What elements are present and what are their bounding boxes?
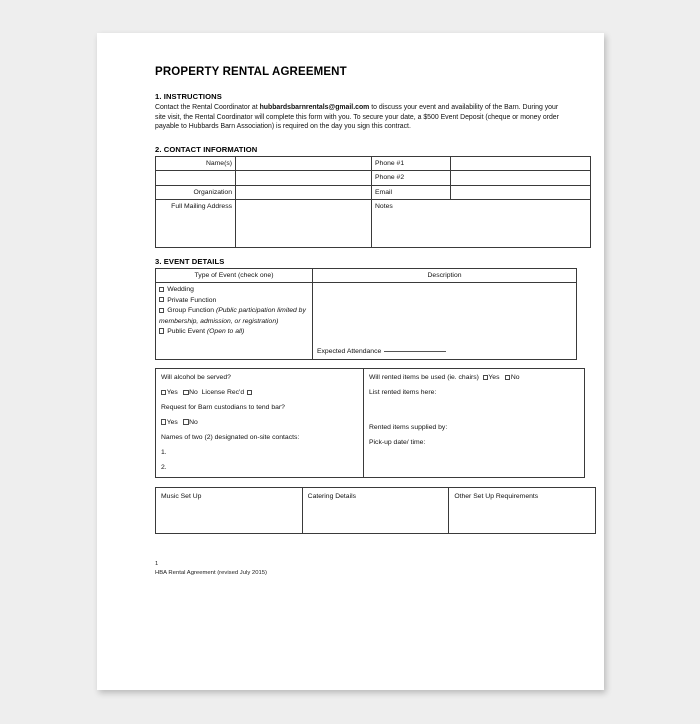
table-row <box>156 171 591 185</box>
setup-column-music[interactable] <box>156 488 303 534</box>
rented-yes-label: Yes <box>488 374 500 382</box>
contact-field-phone1[interactable] <box>451 156 591 170</box>
rented-items-section <box>364 369 585 478</box>
event-details-table <box>155 268 577 360</box>
footer-page-number: 1 <box>155 561 159 568</box>
contact-field-names-second[interactable] <box>236 171 372 185</box>
section-heading-event-details: 3. EVENT DETAILS <box>155 257 225 266</box>
contact-label-notes[interactable]: Notes <box>372 200 591 248</box>
contact-field-phone2[interactable] <box>451 171 591 185</box>
table-row <box>156 185 591 199</box>
setup-label-other: Other Set Up Requirements <box>454 493 539 501</box>
tend-bar-yes-label: Yes <box>166 419 178 427</box>
contact-label-email: Email <box>372 185 451 199</box>
instructions-paragraph <box>155 103 562 132</box>
event-type-options <box>156 283 313 360</box>
setup-column-other[interactable] <box>449 488 596 534</box>
event-description-field[interactable] <box>313 283 577 360</box>
page-title: PROPERTY RENTAL AGREEMENT <box>155 66 347 78</box>
rented-no-label: No <box>510 374 520 382</box>
tend-bar-no-label: No <box>189 419 198 427</box>
rented-items-list-space[interactable] <box>369 403 579 423</box>
expected-attendance-label: Expected Attendance <box>317 348 382 355</box>
setup-label-music: Music Set Up <box>161 493 202 501</box>
section-heading-contact: 2. CONTACT INFORMATION <box>155 144 258 154</box>
event-option-private-function[interactable] <box>159 296 309 306</box>
contact-label-organization: Organization <box>156 185 236 199</box>
onsite-contacts-label: Names of two (2) designated on-site contacts: <box>161 434 300 442</box>
table-header-row <box>156 269 577 283</box>
event-option-public-event[interactable] <box>159 327 309 337</box>
contact-information-table <box>155 156 591 248</box>
rented-items-supplied-by-label[interactable]: Rented items supplied by: <box>369 424 448 432</box>
contact-label-names-second <box>156 171 236 185</box>
expected-attendance-row <box>317 347 446 356</box>
checkbox-icon[interactable] <box>183 419 188 424</box>
checkbox-icon[interactable] <box>159 297 164 302</box>
contact-field-mailing-address[interactable] <box>236 200 372 248</box>
table-row <box>156 369 585 478</box>
checkbox-icon[interactable] <box>505 375 510 380</box>
document-body <box>155 66 562 577</box>
contact-label-names: Name(s) <box>156 156 236 170</box>
expected-attendance-input[interactable] <box>384 351 446 352</box>
event-option-label: Private Function <box>167 296 217 304</box>
alcohol-answer-row <box>161 388 358 397</box>
onsite-contact-2[interactable]: 2. <box>161 463 167 471</box>
event-option-group-function[interactable] <box>159 306 309 327</box>
rented-items-pickup-label[interactable]: Pick-up date/ time: <box>369 439 426 447</box>
alcohol-section <box>156 369 364 478</box>
table-row <box>156 488 596 534</box>
setup-label-catering: Catering Details <box>307 493 357 501</box>
checkbox-icon[interactable] <box>159 328 164 333</box>
event-option-wedding[interactable] <box>159 285 309 295</box>
checkbox-icon[interactable] <box>159 308 164 313</box>
checkbox-icon[interactable] <box>159 287 164 292</box>
event-option-note: (Open to all) <box>206 328 245 336</box>
setup-column-catering[interactable] <box>302 488 449 534</box>
contact-field-names[interactable] <box>236 156 372 170</box>
table-row <box>156 156 591 170</box>
table-row <box>156 283 577 360</box>
contact-field-email[interactable] <box>451 185 591 199</box>
rented-items-list-label[interactable]: List rented items here: <box>369 389 437 397</box>
table-row <box>156 200 591 248</box>
coordinator-email: hubbardsbarnrentals@gmail.com <box>259 104 370 111</box>
checkbox-icon[interactable] <box>183 390 188 395</box>
checkbox-icon[interactable] <box>161 390 166 395</box>
event-option-label: Group Function <box>167 307 216 315</box>
rented-items-question: Will rented items be used (ie. chairs) <box>369 374 479 382</box>
contact-label-phone1: Phone #1 <box>372 156 451 170</box>
instructions-text-after-email: to discuss your event and availability of the Barn. During your site visit, the Rental Coordinator will complete this form with you. To secure your date, a $500 Event Deposit (cheque or money order payable to Hubbards Barn Association) is required on the day you sign this contract. <box>155 104 559 131</box>
section-heading-instructions: 1. INSTRUCTIONS <box>155 92 222 101</box>
alcohol-question-tend-bar: Request for Barn custodians to tend bar? <box>161 404 285 412</box>
setup-requirements-table <box>155 487 596 534</box>
contact-field-organization[interactable] <box>236 185 372 199</box>
event-column-header-type: Type of Event (check one) <box>156 269 313 283</box>
event-column-header-description: Description <box>313 269 577 283</box>
event-option-label: Wedding <box>167 286 194 294</box>
footer-note: HBA Rental Agreement (revised July 2015) <box>155 569 267 576</box>
alcohol-no-label: No <box>189 389 198 397</box>
rented-items-question-row <box>369 373 579 382</box>
checkbox-icon[interactable] <box>161 419 166 424</box>
tend-bar-answer-row <box>161 418 358 427</box>
instructions-text-before-email: Contact the Rental Coordinator at <box>155 104 260 111</box>
document-page <box>97 33 604 690</box>
alcohol-and-rented-items-table <box>155 368 585 478</box>
onsite-contact-1[interactable]: 1. <box>161 448 167 456</box>
checkbox-icon[interactable] <box>247 390 252 395</box>
contact-label-phone2: Phone #2 <box>372 171 451 185</box>
alcohol-yes-label: Yes <box>166 389 178 397</box>
contact-label-mailing-address: Full Mailing Address <box>156 200 236 248</box>
event-option-note: (Public participation limited by membership, admission, or registration) <box>159 307 306 325</box>
alcohol-question-served: Will alcohol be served? <box>161 374 231 382</box>
license-received-label: License Rec'd <box>201 389 245 397</box>
page-footer <box>155 560 562 577</box>
event-option-label: Public Event <box>167 328 207 336</box>
